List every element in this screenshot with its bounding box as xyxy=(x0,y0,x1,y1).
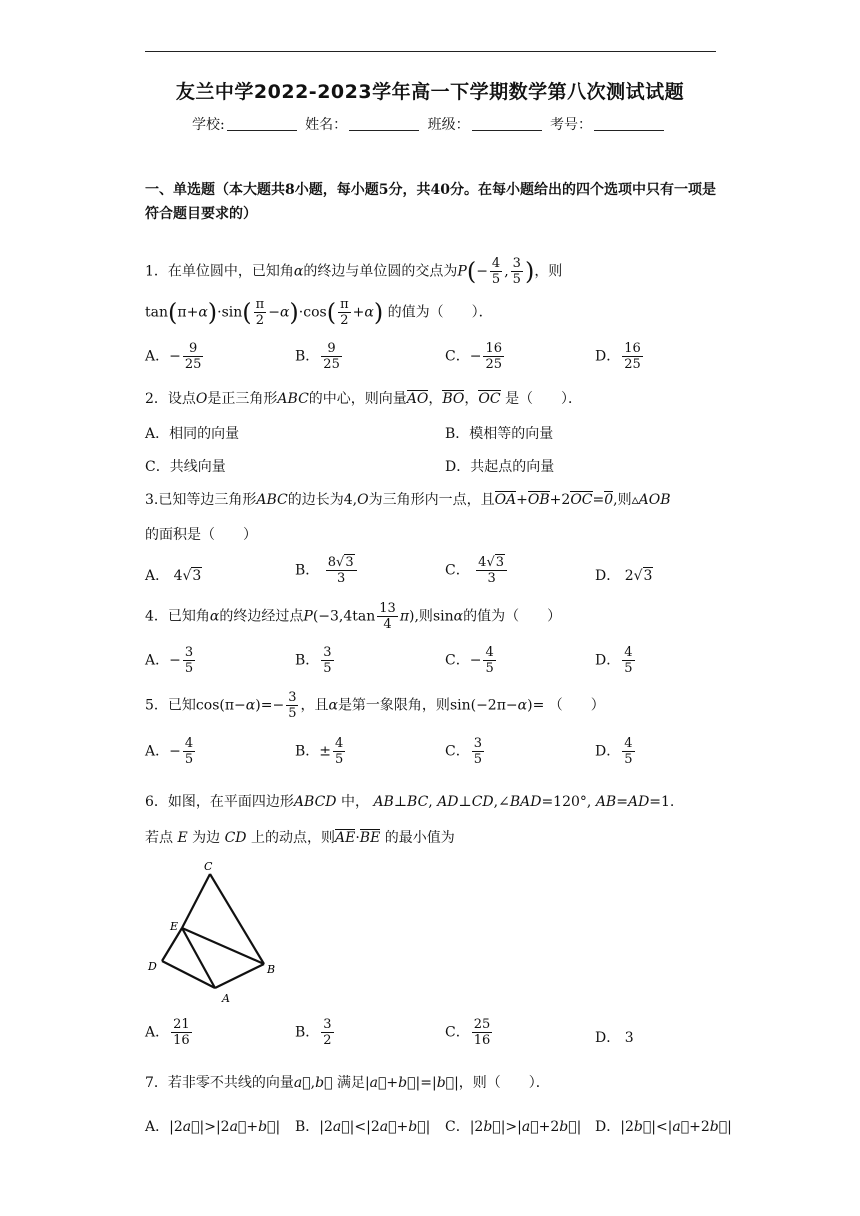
q4-option-a[interactable]: A．− $\frac{3}{5}$ xyxy=(145,645,194,676)
q1-option-a[interactable]: A．− $\frac{9}{25}$ xyxy=(145,341,202,372)
q7-stem: 7．若非零不共线的向量a⃗,b⃗ 满足|a⃗+b⃗|=|b⃗|，则（ ）． xyxy=(145,1075,550,1091)
section-heading: 一、单选题（本大题共8小题，每小题5分，共40分。在每小题给出的四个选项中只有一项是符合题目要求的） xyxy=(145,182,716,222)
exam-no-blank[interactable] xyxy=(594,130,664,131)
school-label: 学校: xyxy=(191,117,225,133)
q1-option-d[interactable]: D． $\frac{16}{25}$ xyxy=(595,341,641,372)
label-b: B xyxy=(267,963,276,976)
class-blank[interactable] xyxy=(472,130,542,131)
q3-stem-line1: 3.已知等边三角形ABC的边长为4,O为三角形内一点，且OA+OB+2OC=0,则▵AOB xyxy=(145,492,671,508)
q7-option-b[interactable]: B．|2a⃗|<|2a⃗+b⃗| xyxy=(295,1119,431,1135)
name-label: 姓名： xyxy=(305,117,348,133)
q6-stem-line1: 6．如图，在平面四边形ABCD 中， AB⊥BC, AD⊥CD,∠BAD=120°, AB=AD=1. xyxy=(145,794,675,810)
q2-option-d[interactable]: D．共起点的向量 xyxy=(445,459,555,475)
q7-option-a[interactable]: A．|2a⃗|>|2a⃗+b⃗| xyxy=(145,1119,281,1135)
q3-option-d[interactable]: D． 2√3 xyxy=(595,568,653,584)
label-a: A xyxy=(222,992,230,1005)
q4-option-d[interactable]: D． $\frac{4}{5}$ xyxy=(595,645,633,676)
q5-option-d[interactable]: D． $\frac{4}{5}$ xyxy=(595,736,633,767)
quadrilateral-figure xyxy=(142,858,282,1008)
q4-option-b[interactable]: B． $\frac{3}{5}$ xyxy=(295,645,332,676)
q3-option-b[interactable]: B． $\frac{8√3}{3}$ xyxy=(295,555,359,586)
page-title: 友兰中学2022-2023学年高一下学期数学第八次测试试题 xyxy=(175,81,685,103)
q5-option-b[interactable]: B．± $\frac{4}{5}$ xyxy=(295,736,344,767)
header-rule xyxy=(145,51,716,52)
q2-option-b[interactable]: B．模相等的向量 xyxy=(445,426,554,442)
q1-option-b[interactable]: B． $\frac{9}{25}$ xyxy=(295,341,340,372)
q4-stem: 4．已知角α的终边经过点P(−3,4tan $\frac{13}{4}$ π),则sinα的值为（ ） xyxy=(145,601,562,632)
q2-option-a[interactable]: A．相同的向量 xyxy=(145,426,240,442)
q4-option-c[interactable]: C．− $\frac{4}{5}$ xyxy=(445,645,494,676)
q1-stem-line1: 1．在单位圆中，已知角α的终边与单位圆的交点为P(− $\frac{4}{5}$ , $\frac{3}{5}$ )，则 xyxy=(145,256,563,287)
label-d: D xyxy=(148,960,157,973)
q7-option-c[interactable]: C．|2b⃗|>|a⃗+2b⃗| xyxy=(445,1119,582,1135)
q1-option-c[interactable]: C．− $\frac{16}{25}$ xyxy=(445,341,502,372)
q6-option-a[interactable]: A． $\frac{21}{16}$ xyxy=(145,1017,190,1048)
q6-option-b[interactable]: B． $\frac{3}{2}$ xyxy=(295,1017,332,1048)
q6-option-d[interactable]: D． 3 xyxy=(595,1030,634,1046)
q7-option-d[interactable]: D．|2b⃗|<|a⃗+2b⃗| xyxy=(595,1119,732,1135)
exam-no-label: 考号： xyxy=(550,117,593,133)
name-blank[interactable] xyxy=(349,130,419,131)
q5-stem: 5．已知cos(π−α)=− $\frac{3}{5}$ ，且α是第一象限角，则sin(−2π−α)= （ ） xyxy=(145,690,605,721)
student-info-line xyxy=(0,114,860,134)
q2-stem: 2．设点O是正三角形ABC的中心，则向量AO，BO，OC 是（ ）． xyxy=(145,391,583,407)
q6-stem-line2: 若点 E 为边 CD 上的动点，则AE·BE 的最小值为 xyxy=(145,830,455,846)
q5-option-c[interactable]: C． $\frac{3}{5}$ xyxy=(445,736,482,767)
school-blank[interactable] xyxy=(227,130,297,131)
q3-stem-line2: 的面积是（ ） xyxy=(145,527,257,543)
q6-option-c[interactable]: C． $\frac{25}{16}$ xyxy=(445,1017,491,1048)
label-e: E xyxy=(170,920,179,933)
label-c: C xyxy=(204,860,213,873)
q5-option-a[interactable]: A．− $\frac{4}{5}$ xyxy=(145,736,194,767)
q1-stem-line2: tan(π+α)·sin( $\frac{\pi}{2}$ −α)·cos( $\frac{\pi}{2}$ +α) 的值为（ ）． xyxy=(145,297,493,328)
q3-option-c[interactable]: C． $\frac{4√3}{3}$ xyxy=(445,555,509,586)
q2-option-c[interactable]: C．共线向量 xyxy=(145,459,226,475)
class-label: 班级： xyxy=(427,117,470,133)
q3-option-a[interactable]: A． 4√3 xyxy=(145,568,202,584)
